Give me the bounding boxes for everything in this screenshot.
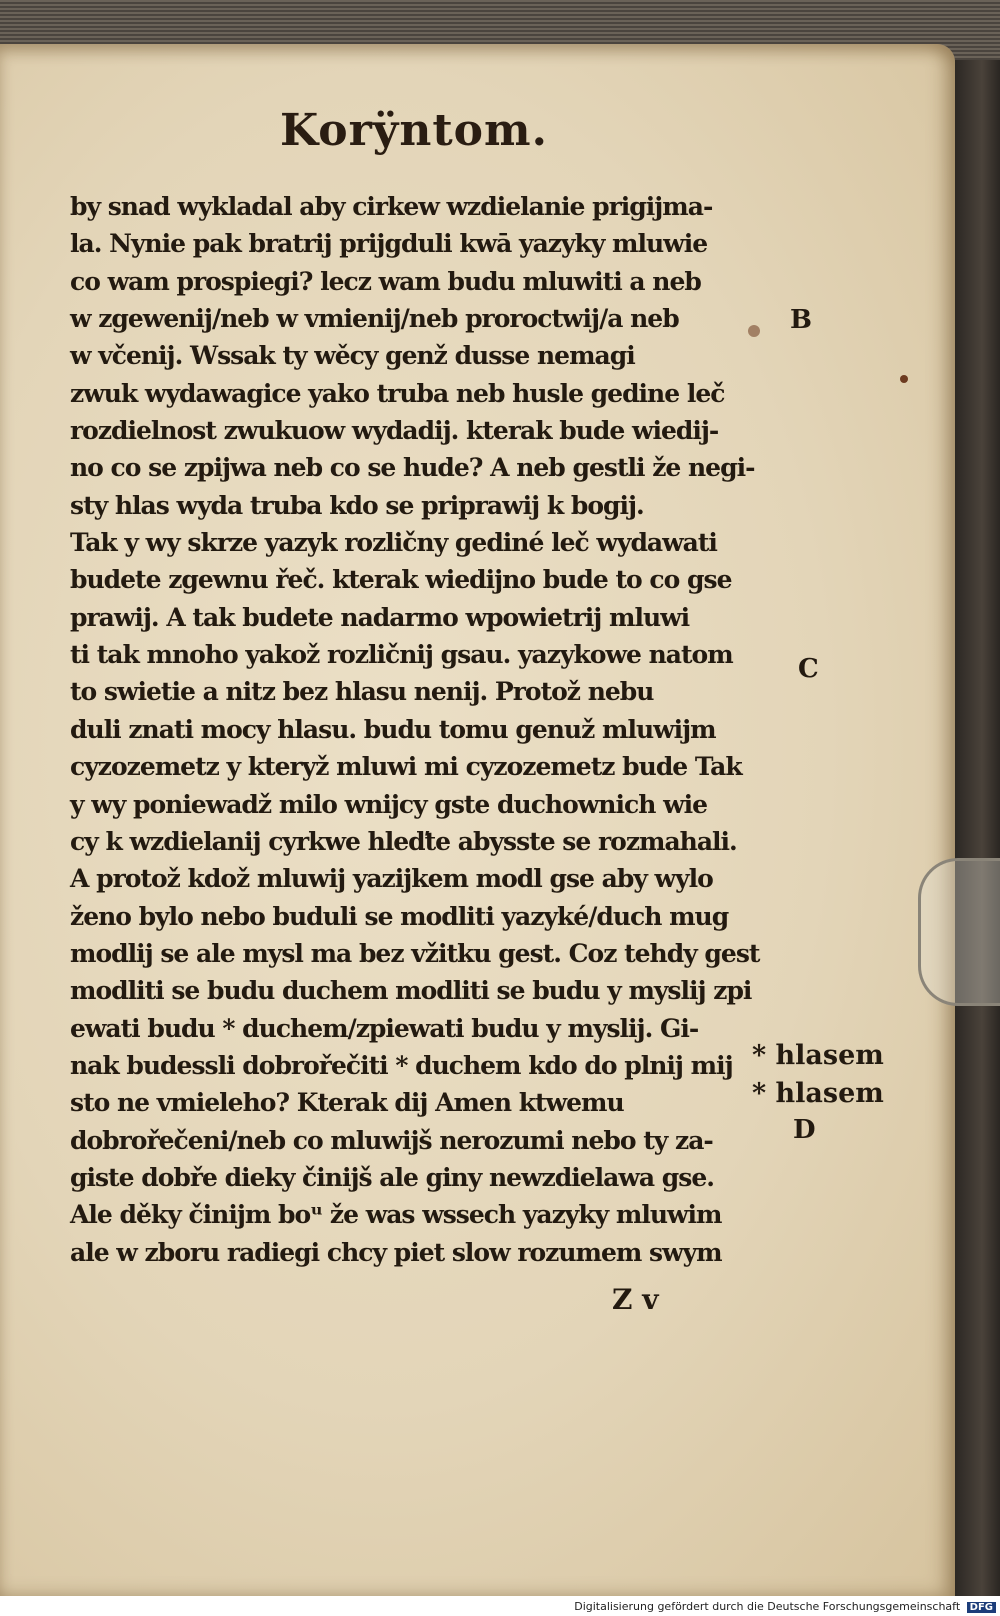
- margin-gloss: * hlasem: [752, 1078, 884, 1109]
- text-line: to swietie a nitz bez hlasu nenij. Protož nebu: [70, 677, 654, 707]
- ink-stain: [748, 325, 760, 337]
- margin-letter-b: B: [790, 305, 812, 335]
- text-line: sty hlas wyda truba kdo se priprawij k bogij.: [70, 490, 644, 520]
- text-line: ti tak mnoho yakož rozličnij gsau. yazykowe natom: [70, 640, 733, 670]
- signature-mark: Z v: [612, 1283, 659, 1316]
- text-line: giste dobře dieky činijš ale giny newzdielawa gse.: [70, 1162, 714, 1192]
- text-line: modlij se ale mysl ma bez vžitku gest. Coz tehdy gest: [70, 938, 760, 968]
- ink-stain: [900, 375, 908, 383]
- dfg-logo: DFG: [967, 1602, 996, 1613]
- text-line: by snad wykladal aby cirkew wzdielanie prigijma-: [70, 192, 713, 221]
- text-line: y wy poniewadž milo wnijcy gste duchownich wie: [70, 789, 707, 819]
- text-line: dobrořečeni/neb co mluwijš nerozumi nebo ty za-: [70, 1125, 713, 1155]
- text-line: nak budessli dobrořečiti * duchem kdo do plnij mij: [70, 1050, 733, 1080]
- text-line: zwuk wydawagice yako truba neb husle gedine leč: [70, 378, 725, 408]
- margin-gloss: * hlasem: [752, 1040, 884, 1071]
- book-edge: [955, 60, 1000, 1596]
- text-line: ewati budu * duchem/zpiewati budu y myslij. Gi-: [70, 1013, 699, 1043]
- text-line: Ale děky činijm boᵘ že was wssech yazyky mluwim: [70, 1200, 722, 1230]
- text-line: cyzozemetz y kteryž mluwi mi cyzozemetz bude Tak: [70, 752, 742, 782]
- text-line: la. Nynie pak bratrij prijgduli kwā yazyky mluwie: [70, 229, 708, 259]
- text-line: rozdielnost zwukuow wydadij. kterak bude wiedij-: [70, 416, 719, 446]
- text-line: modliti se budu duchem modliti se budu y myslij zpi: [70, 976, 752, 1006]
- credit-text: Digitalisierung gefördert durch die Deutsche Forschungsgemeinschaft: [574, 1600, 961, 1613]
- text-line: prawij. A tak budete nadarmo wpowietrij mluwi: [70, 602, 690, 632]
- text-line: budete zgewnu řeč. kterak wiedijno bude to co gse: [70, 565, 732, 595]
- text-line: ale w zboru radiegi chcy piet slow rozumem swym: [70, 1237, 722, 1267]
- text-line: co wam prospiegi? lecz wam budu mluwiti a neb: [70, 266, 701, 296]
- text-line: w zgewenij/neb w vmienij/neb proroctwij/a neb: [70, 304, 679, 334]
- text-line: duli znati mocy hlasu. budu tomu genuž mluwijm: [70, 714, 716, 744]
- text-line: A protož kdož mluwij yazijkem modl gse aby wylo: [70, 864, 713, 894]
- text-line: no co se zpijwa neb co se hude? A neb gestli že negi-: [70, 453, 755, 483]
- text-line: sto ne vmieleho? Kterak dij Amen ktwemu: [70, 1088, 624, 1118]
- body-text: [70, 188, 760, 1271]
- page-clip: [918, 858, 1000, 1006]
- running-head: Korÿntom.: [280, 105, 548, 156]
- digitization-credit: [574, 1600, 996, 1614]
- text-line: Tak y wy skrze yazyk rozličny gediné leč wydawati: [70, 528, 717, 558]
- text-line: cy k wzdielanij cyrkwe hleďte abysste se rozmahali.: [70, 826, 737, 856]
- text-line: w včenij. Wssak ty wěcy genž dusse nemagi: [70, 341, 635, 371]
- margin-letter-d: D: [793, 1115, 816, 1145]
- text-line: ženo bylo nebo buduli se modliti yazyké/duch mug: [70, 901, 729, 931]
- margin-letter-c: C: [798, 654, 819, 684]
